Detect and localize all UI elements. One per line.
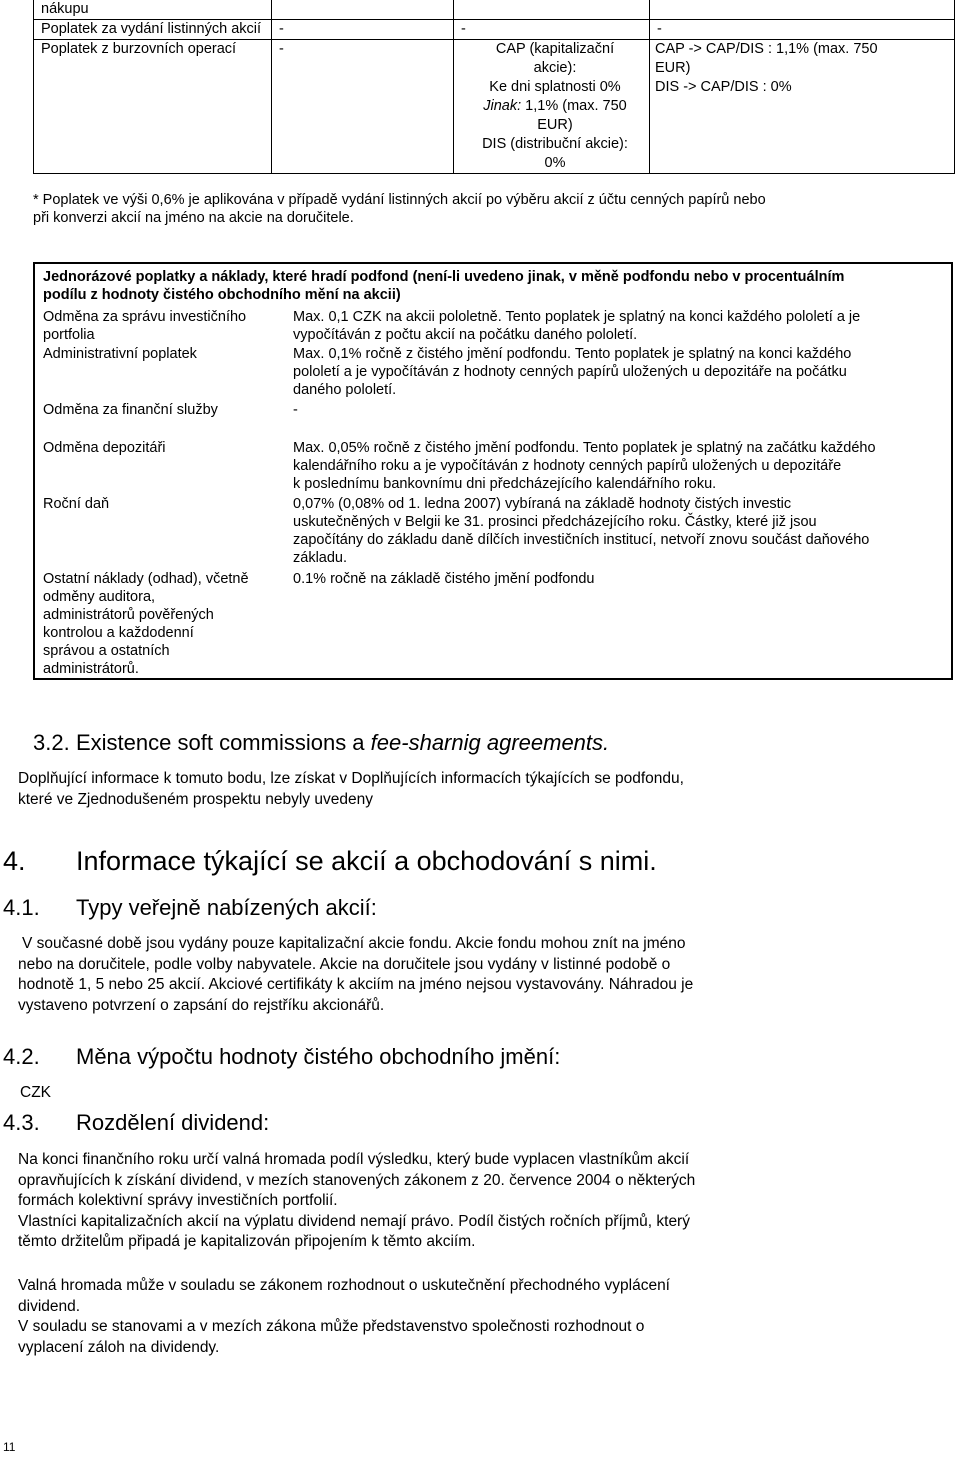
paragraph-line: formách kolektivní správy investičních portfolií. — [18, 1192, 338, 1209]
fee-label — [43, 308, 283, 344]
cell-line: DIS -> CAP/DIS : 0% — [655, 79, 792, 95]
table-cell: - — [650, 20, 955, 40]
fee-label — [43, 439, 283, 457]
paragraph — [18, 1150, 823, 1253]
paragraph — [18, 769, 828, 810]
paragraph-line: nebo na doručitele, podle volby nabyvatele. Akcie na doručitele jsou vydány v listinné podobě o — [18, 955, 671, 973]
footnote — [33, 191, 953, 227]
value-line: základu. — [293, 550, 348, 566]
cell-line: EUR) — [537, 117, 573, 133]
label-line: Roční daň — [43, 496, 110, 512]
fees-table — [33, 262, 953, 680]
section-number: 4.3. — [3, 1110, 40, 1135]
value-line: k poslednímu bankovnímu dni předcházejícího kalendářního roku. — [293, 476, 717, 492]
fee-value — [293, 345, 948, 399]
value-line: Max. 0,1% ročně z čistého jmění podfondu. Tento poplatek je splatný na konci každého — [293, 346, 852, 362]
table-cell: - — [272, 40, 454, 174]
section-title: Typy veřejně nabízených akcií: — [76, 895, 377, 920]
cell-line: CAP (kapitalizační — [495, 41, 615, 57]
footnote-line: při konverzi akcií na jméno na akcie na doručitele. — [33, 210, 354, 226]
table-cell — [650, 0, 955, 20]
fee-value — [293, 495, 948, 567]
value-line: daného pololetí. — [293, 382, 397, 398]
table-cell: - — [272, 20, 454, 40]
cell-line: CAP -> CAP/DIS : 1,1% (max. 750 — [655, 41, 878, 57]
section-heading — [3, 1044, 560, 1070]
cell-line: DIS (distribuční akcie): — [482, 136, 628, 152]
fee-label — [43, 345, 283, 363]
section-title: Informace týkající se akcií a obchodování s nimi. — [76, 846, 657, 876]
table-row — [34, 40, 955, 174]
cell-line: akcie): — [533, 60, 577, 76]
section-number: 4.1. — [3, 895, 40, 920]
paragraph-line: Doplňující informace k tomuto bodu, lze získat v Doplňujících informacích týkajících se podfondu, — [18, 770, 684, 787]
section-title: Existence soft commissions a — [76, 730, 371, 755]
header-line: podílu z hodnoty čistého obchodního mění na akcii) — [43, 287, 401, 303]
italic-text: Jinak: — [483, 98, 522, 114]
paragraph-line: dividend. — [18, 1297, 81, 1315]
cell-line: Ke dni splatnosti 0% — [489, 79, 621, 95]
fee-value — [293, 570, 948, 588]
value-line: započítány do základu daně dílčích investičních institucí, netvoří znovu součást daňového — [293, 532, 870, 548]
fees-table-header — [43, 268, 948, 304]
paragraph-line: které ve Zjednodušeném prospektu nebyly uvedeny — [18, 790, 373, 808]
label-line: Odměna za správu investičního — [43, 309, 247, 325]
label-line: Odměna depozitáři — [43, 440, 166, 456]
currency-value: CZK — [20, 1084, 51, 1101]
exit-fees-table — [33, 0, 955, 174]
label-line: administrátorů. — [43, 661, 139, 677]
label-line: kontrolou a každodenní — [43, 625, 194, 641]
header-line: Jednorázové poplatky a náklady, které hradí podfond (není-li uvedeno jinak, v měně podfondu nebo v procentuálním — [43, 269, 845, 285]
footnote-line: * Poplatek ve výši 0,6% je aplikována v případě vydání listinných akcií po výběru akcií z účtu cenných papírů nebo — [33, 192, 766, 208]
label-line: odměny auditora, — [43, 589, 156, 605]
table-cell — [454, 0, 650, 20]
value-line: Max. 0,05% ročně z čistého jmění podfondu. Tento poplatek je splatný na začátku každého — [293, 440, 876, 456]
section-heading — [3, 895, 377, 921]
paragraph-line: těmto držitelům připadá je kapitalizován připojením k těmto akciím. — [18, 1233, 476, 1250]
label-line: správou a ostatních — [43, 643, 170, 659]
section-heading — [3, 1110, 269, 1136]
table-cell — [272, 0, 454, 20]
paragraph-line: V souladu se stanovami a v mezích zákona může představenstvo společnosti rozhodnout o — [18, 1318, 645, 1335]
section-title-italic: fee-sharnig agreements. — [370, 730, 610, 755]
paragraph-line: V současné době jsou vydány pouze kapitalizační akcie fondu. Akcie fondu mohou znít na jméno — [22, 935, 686, 952]
section-heading — [3, 845, 657, 877]
label-line: Odměna za finanční služby — [43, 402, 218, 418]
value-line: - — [293, 402, 298, 418]
fee-value — [293, 308, 948, 344]
cell-line — [461, 97, 649, 116]
value-line: 0.1% ročně na základě čistého jmění podfondu — [293, 571, 595, 587]
paragraph-line: Valná hromada může v souladu se zákonem rozhodnout o uskutečnění přechodného vyplácení — [18, 1277, 670, 1294]
section-number: 4. — [3, 846, 26, 876]
paragraph-line: vyplacení záloh na dividendy. — [18, 1338, 220, 1356]
fee-label — [43, 401, 283, 419]
table-row — [34, 0, 955, 20]
label-line: Ostatní náklady (odhad), včetně — [43, 571, 249, 587]
value-line: kalendářního roku a je vypočítáván z hodnoty cenných papírů uložených u depozitáře — [293, 458, 842, 474]
paragraph — [18, 934, 823, 1016]
fee-value — [293, 401, 948, 419]
fee-label — [43, 570, 283, 678]
table-cell — [454, 40, 650, 174]
table-cell: nákupu — [34, 0, 272, 20]
label-line: administrátorů pověřených — [43, 607, 214, 623]
value-line: uskutečněných v Belgii ke 31. prosinci předcházejícího roku. Částky, které již jsou — [293, 514, 817, 530]
paragraph-line: Na konci finančního roku určí valná hromada podíl výsledku, který bude vyplacen vlastníkům akcií — [18, 1151, 690, 1168]
section-number: 3.2. — [33, 730, 70, 755]
cell-line: 0% — [544, 155, 566, 171]
table-row — [34, 20, 955, 40]
section-number: 4.2. — [3, 1044, 40, 1069]
paragraph-line: hodnotě 1, 5 nebo 25 akcií. Akciové certifikáty k akciím na jméno nejsou vystavovány. Náhradou je — [18, 976, 694, 993]
table-cell: Poplatek z burzovních operací — [34, 40, 272, 174]
value-line: pololetí a je vypočítáván z hodnoty cenných papírů uložených u depozitáře na počátku — [293, 364, 847, 380]
value-line: Max. 0,1 CZK na akcii pololetně. Tento poplatek je splatný na konci každého pololetí a je — [293, 309, 861, 325]
cell-line: EUR) — [655, 60, 691, 76]
section-title: Měna výpočtu hodnoty čistého obchodního jmění: — [76, 1044, 561, 1069]
section-heading — [33, 730, 609, 756]
value-line: 0,07% (0,08% od 1. ledna 2007) vybíraná na základě hodnoty čistých investic — [293, 496, 792, 512]
paragraph — [18, 1276, 823, 1358]
fee-label — [43, 495, 283, 513]
section-title: Rozdělení dividend: — [76, 1110, 270, 1135]
table-cell — [650, 40, 955, 174]
paragraph-line: opravňujících k získání dividend, v mezích stanovených zákonem z 20. července 2004 o některých — [18, 1171, 696, 1189]
label-line: Administrativní poplatek — [43, 346, 197, 362]
fee-value — [293, 439, 948, 493]
table-cell: - — [454, 20, 650, 40]
table-cell: Poplatek za vydání listinných akcií — [34, 20, 272, 40]
value-line: vypočítáván z počtu akcií na počátku daného pololetí. — [293, 327, 638, 343]
page-number: 11 — [3, 1440, 16, 1454]
label-line: portfolia — [43, 327, 95, 343]
paragraph-line: vystaveno potvrzení o zapsání do rejstříku akcionářů. — [18, 996, 385, 1014]
paragraph-line: Vlastníci kapitalizačních akcií na výplatu dividend nemají právo. Podíl čistých ročních příjmů, který — [18, 1212, 690, 1230]
cell-text: 1,1% (max. 750 — [521, 98, 627, 114]
